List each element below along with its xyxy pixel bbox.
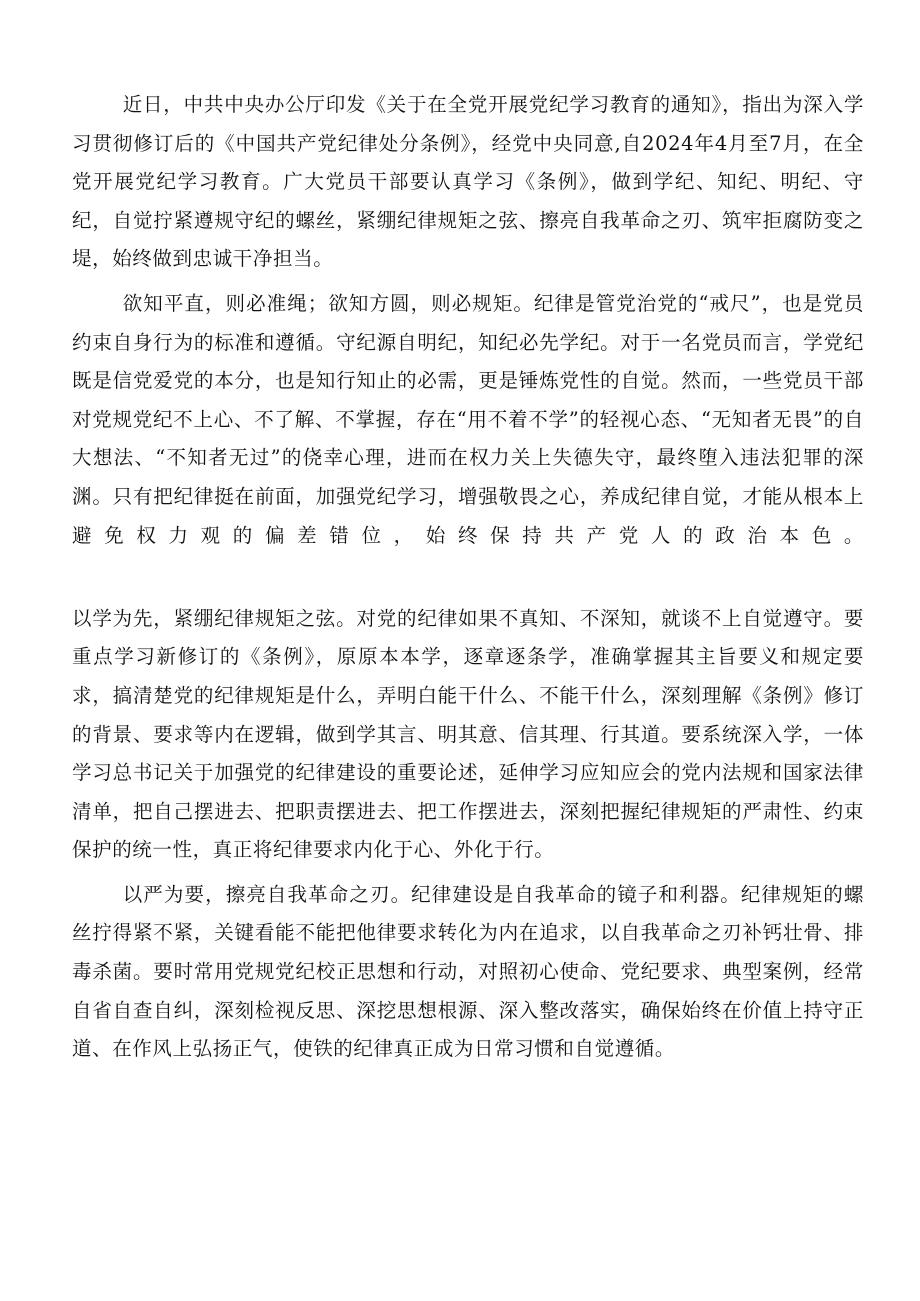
- paragraph-intro: 近日，中共中央办公厅印发《关于在全党开展党纪学习教育的通知》，指出为深入学习贯彻修订后的《中国共产党纪律处分条例》，经党中央同意,自2024年4月至7月，在全党开展党纪学习教育。广大党员干部要认真学习《条例》，做到学纪、知纪、明纪、守纪，自觉拧紧遵规守纪的螺丝，紧绷纪律规矩之弦、擦亮自我革命之刃、筑牢拒腐防变之堤，始终做到忠诚干净担当。: [72, 93, 864, 271]
- paragraph-discipline-standard-text: 欲知平直，则必准绳；欲知方圆，则必规矩。纪律是管党治党的“戒尺”，也是党员约束自身行为的标准和遵循。守纪源自明纪，知纪必先学纪。对于一名党员而言，学党纪既是信党爱党的本分，也是知行知止的必需，更是锤炼党性的自觉。然而，一些党员干部对党规党纪不上心、不了解、不掌握，存在“用不着不学”的轻视心态、“无知者无畏”的自大想法、“不知者无过”的侥幸心理，进而在权力关上失德失守，最终堕入违法犯罪的深渊。只有把纪律挺在前面，加强党纪学习，增强敬畏之心，养成纪律自觉，才能从根本上避免权力观的偏差错位，始终保持共产党人的政治本色。: [72, 291, 864, 547]
- document-body: [72, 86, 864, 1069]
- paragraph-strictness: 以严为要，擦亮自我革命之刃。纪律建设是自我革命的镜子和利器。纪律规矩的螺丝拧得紧不紧，关键看能不能把他律要求转化为内在追求，以自我革命之刃补钙壮骨、排毒杀菌。要时常用党规党纪校正思想和行动，对照初心使命、党纪要求、典型案例，经常自省自查自纠，深刻检视反思、深挖思想根源、深入整改落实，确保始终在价值上持守正道、在作风上弘扬正气，使铁的纪律真正成为日常习惯和自觉遵循。: [72, 882, 864, 1061]
- paragraph-discipline-standard: [72, 285, 864, 594]
- paragraph-study-first: 以学为先，紧绷纪律规矩之弦。对党的纪律如果不真知、不深知，就谈不上自觉遵守。要重点学习新修订的《条例》，原原本本学，逐章逐条学，准确掌握其主旨要义和规定要求，搞清楚党的纪律规矩是什么，弄明白能干什么、不能干什么，深刻理解《条例》修订的背景、要求等内在逻辑，做到学其言、明其意、信其理、行其道。要系统深入学，一体学习总书记关于加强党的纪律建设的重要论述，延伸学习应知应会的党内法规和国家法律清单，把自己摆进去、把职责摆进去、把工作摆进去，深刻把握纪律规矩的严肃性、约束保护的统一性，真正将纪律要求内化于心、外化于行。: [72, 606, 864, 862]
